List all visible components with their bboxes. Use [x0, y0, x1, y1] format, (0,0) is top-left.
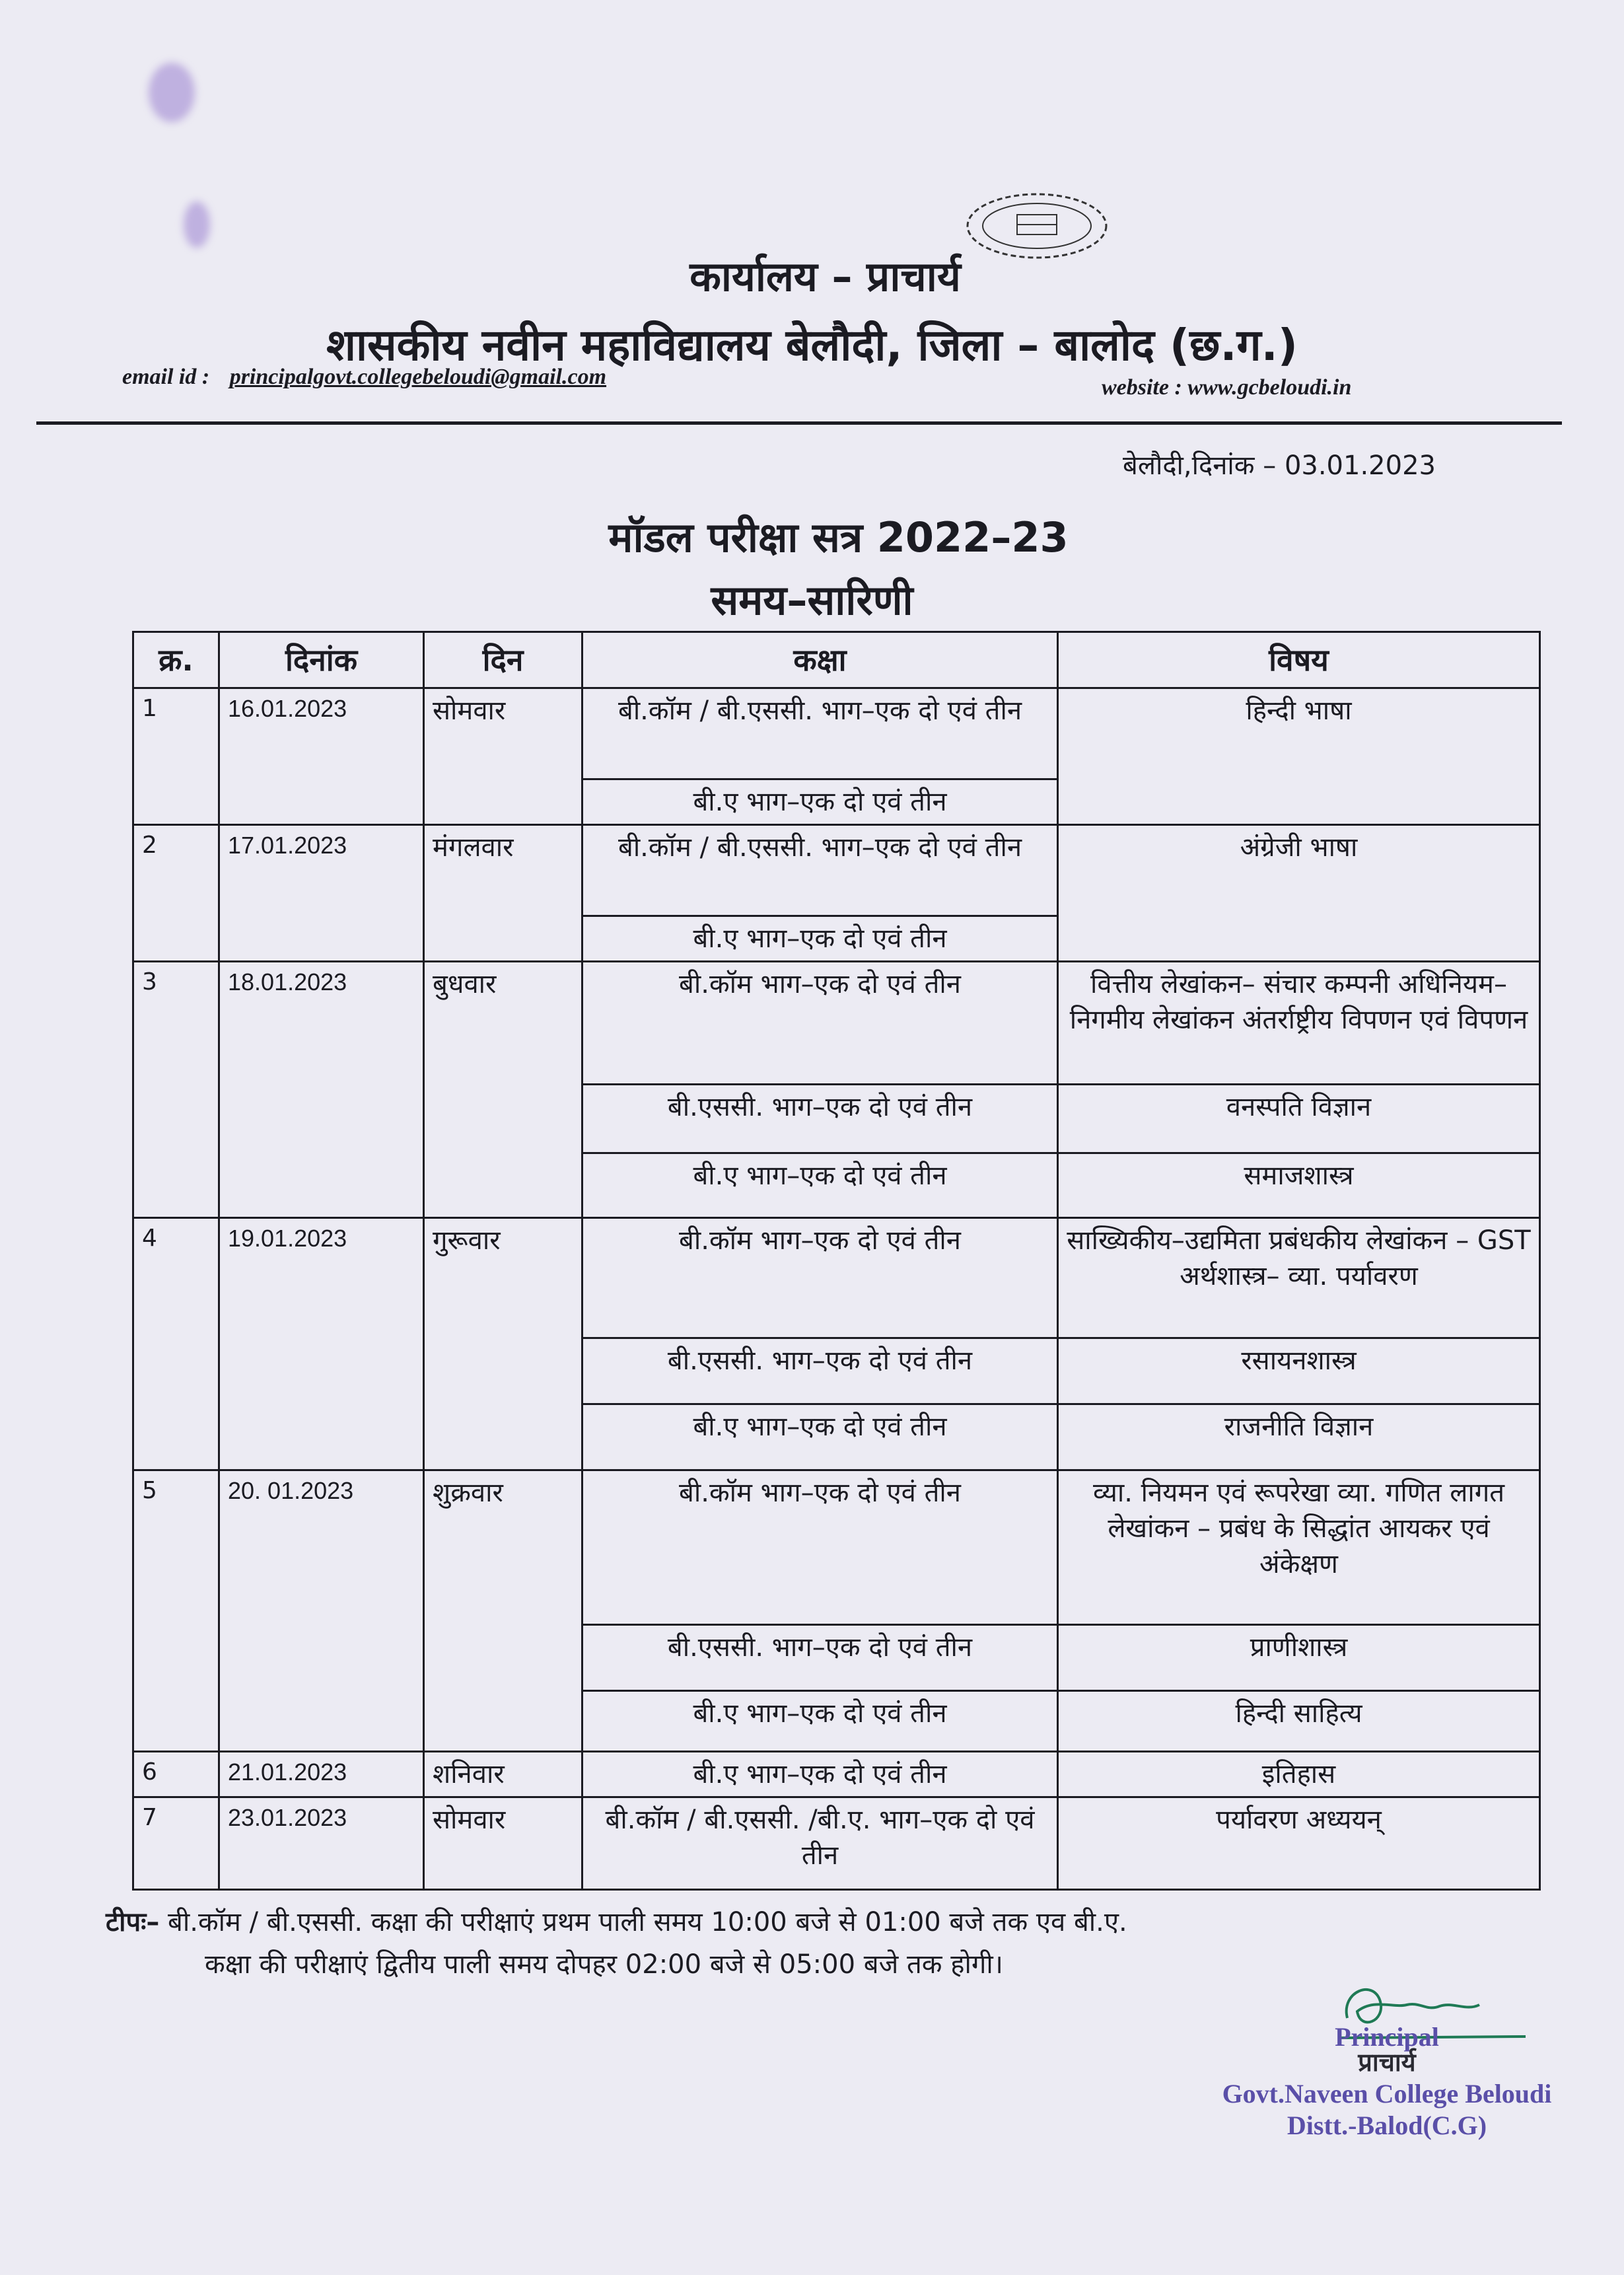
row-day: शनिवार — [424, 1752, 583, 1797]
row-subject: पर्यावरण अध्ययन् — [1058, 1797, 1540, 1890]
table-row — [133, 1797, 1540, 1890]
row-class: बी.एससी. भाग–एक दो एवं तीन — [583, 1625, 1058, 1691]
row-class: बी.कॉम भाग–एक दो एवं तीन — [583, 1218, 1058, 1338]
row-subject: वनस्पति विज्ञान — [1058, 1085, 1540, 1153]
row-class: बी.एससी. भाग–एक दो एवं तीन — [583, 1085, 1058, 1153]
ink-smudge — [184, 201, 210, 248]
stamp-line-2: Govt.Naveen College Beloudi — [1222, 2078, 1552, 2109]
row-date: 16.01.2023 — [219, 688, 424, 825]
row-class: बी.कॉम / बी.एससी. भाग–एक दो एवं तीन — [583, 825, 1058, 916]
table-row — [133, 1218, 1540, 1338]
row-subject: प्राणीशास्त्र — [1058, 1625, 1540, 1691]
stamp-line-3: Distt.-Balod(C.G) — [1287, 2110, 1487, 2140]
col-header-class: कक्षा — [583, 632, 1058, 688]
row-subject: हिन्दी भाषा — [1058, 688, 1540, 825]
row-date: 18.01.2023 — [219, 962, 424, 1218]
website: website : www.gcbeloudi.in — [1102, 375, 1352, 400]
row-class: बी.कॉम भाग–एक दो एवं तीन — [583, 1470, 1058, 1625]
footnote — [106, 1901, 1532, 1986]
row-day: मंगलवार — [424, 825, 583, 962]
row-sn: 3 — [133, 962, 219, 1218]
row-class: बी.एससी. भाग–एक दो एवं तीन — [583, 1338, 1058, 1404]
row-subject: इतिहास — [1058, 1752, 1540, 1797]
col-header-day: दिन — [424, 632, 583, 688]
row-class: बी.ए भाग–एक दो एवं तीन — [583, 779, 1058, 825]
office-title: कार्यालय – प्राचार्य — [689, 252, 961, 301]
email-label: email id : — [122, 365, 210, 389]
row-sn: 4 — [133, 1218, 219, 1470]
col-header-subject: विषय — [1058, 632, 1540, 688]
table-row — [133, 1470, 1540, 1625]
exam-timetable — [132, 631, 1541, 1891]
row-day: सोमवार — [424, 688, 583, 825]
row-subject: व्या. नियमन एवं रूपरेखा व्या. गणित लागत लेखांकन – प्रबंध के सिद्धांत आयकर एवं अंकेक्षण — [1058, 1470, 1540, 1625]
row-date: 19.01.2023 — [219, 1218, 424, 1470]
footnote-label: टीपः– — [106, 1907, 160, 1937]
col-header-date: दिनांक — [219, 632, 424, 688]
header-divider — [36, 421, 1562, 425]
footnote-line-1: बी.कॉम / बी.एससी. कक्षा की परीक्षाएं प्रथम पाली समय 10:00 बजे से 01:00 बजे तक एव बी.ए. — [168, 1907, 1127, 1937]
row-day: सोमवार — [424, 1797, 583, 1890]
college-name: शासकीय नवीन महाविद्यालय बेलौदी, जिला – बालोद (छ.ग.) — [326, 320, 1298, 371]
row-subject: समाजशास्त्र — [1058, 1153, 1540, 1218]
principal-stamp — [1202, 2021, 1572, 2142]
row-day: गुरूवार — [424, 1218, 583, 1470]
row-day: शुक्रवार — [424, 1470, 583, 1752]
row-day: बुधवार — [424, 962, 583, 1218]
row-subject: वित्तीय लेखांकन– संचार कम्पनी अधिनियम–निगमीय लेखांकन अंतर्राष्ट्रीय विपणन एवं विपणन — [1058, 962, 1540, 1085]
stamp-line-1: Principal — [1335, 2022, 1439, 2052]
email-address[interactable]: principalgovt.collegebeloudi@gmail.com — [229, 365, 607, 389]
exam-title: मॉडल परीक्षा सत्र 2022–23 — [608, 513, 1069, 561]
row-class: बी.ए भाग–एक दो एवं तीन — [583, 1153, 1058, 1218]
row-class: बी.ए भाग–एक दो एवं तीन — [583, 916, 1058, 962]
row-subject: राजनीति विज्ञान — [1058, 1404, 1540, 1470]
row-subject: अंग्रेजी भाषा — [1058, 825, 1540, 962]
table-header-row — [133, 632, 1540, 688]
stamp-hindi: प्राचार्य — [1358, 2048, 1416, 2077]
row-class: बी.ए भाग–एक दो एवं तीन — [583, 1691, 1058, 1752]
issue-date: बेलौदी,दिनांक – 03.01.2023 — [1123, 451, 1436, 481]
table-row — [133, 962, 1540, 1085]
col-header-sn: क्र. — [133, 632, 219, 688]
table-row — [133, 1752, 1540, 1797]
email-row — [122, 365, 606, 390]
row-class: बी.कॉम / बी.एससी. /बी.ए. भाग–एक दो एवं तीन — [583, 1797, 1058, 1890]
table-row — [133, 688, 1540, 779]
row-sn: 5 — [133, 1470, 219, 1752]
row-date: 17.01.2023 — [219, 825, 424, 962]
footnote-line-2: कक्षा की परीक्षाएं द्वितीय पाली समय दोपहर 02:00 बजे से 05:00 बजे तक होगी। — [205, 1949, 1003, 1980]
row-sn: 7 — [133, 1797, 219, 1890]
row-class: बी.कॉम भाग–एक दो एवं तीन — [583, 962, 1058, 1085]
row-sn: 1 — [133, 688, 219, 825]
exam-subtitle: समय–सारिणी — [711, 576, 913, 624]
ink-smudge — [149, 63, 195, 122]
table-row — [133, 825, 1540, 916]
row-subject: साख्यिकीय–उद्यमिता प्रबंधकीय लेखांकन – GST अर्थशास्त्र– व्या. पर्यावरण — [1058, 1218, 1540, 1338]
row-class: बी.ए भाग–एक दो एवं तीन — [583, 1752, 1058, 1797]
row-sn: 6 — [133, 1752, 219, 1797]
row-class: बी.कॉम / बी.एससी. भाग–एक दो एवं तीन — [583, 688, 1058, 779]
row-subject: रसायनशास्त्र — [1058, 1338, 1540, 1404]
row-subject: हिन्दी साहित्य — [1058, 1691, 1540, 1752]
row-sn: 2 — [133, 825, 219, 962]
row-date: 23.01.2023 — [219, 1797, 424, 1890]
row-date: 21.01.2023 — [219, 1752, 424, 1797]
row-class: बी.ए भाग–एक दो एवं तीन — [583, 1404, 1058, 1470]
row-date: 20. 01.2023 — [219, 1470, 424, 1752]
